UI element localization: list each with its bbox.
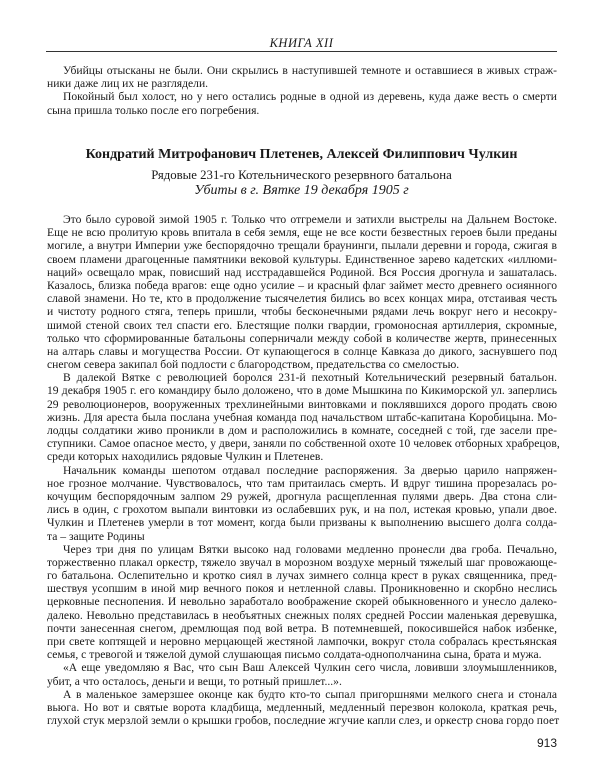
- text-line: славой знамени. Но те, кто в продолжение тысячелетия бились во всех концах мира, отстаивая честь: [47, 292, 557, 306]
- text-line: семья, с тревогой и тяжелой думой слушающая письмо солдата-однополчанина сына, брата и мужа.: [47, 648, 542, 662]
- paragraph: [47, 371, 560, 464]
- text-line: могиле, а внутри Империи уже беспорядочно трещали браунинги, пылали деревни и города, сжигая в: [47, 239, 557, 253]
- text-line: Покойный был холост, но у него остались родные в одной из деревень, куда даже весть о смерти: [63, 90, 557, 104]
- paragraph: [47, 464, 557, 543]
- text-line: глухой стук мерзлой земли о крышки гробов, последние жгучие капли слез, и оркестр снова гордо поет: [47, 714, 560, 728]
- header-rule: [46, 51, 557, 52]
- text-line: ное грозное молчание. Чувствовалось, что там притаилась смерть. И вдруг тишина прорезалась ро-: [47, 476, 557, 490]
- text-line: «А еще уведомляю я Вас, что сын Ваш Алексей Чулкин сего числа, ловивши злоумышленников,: [63, 661, 557, 675]
- intro-text: [47, 64, 557, 117]
- text-line: жизнь. Для ареста была послана учебная команда под начальством штабс-капитана Коробицына. Мо-: [47, 410, 557, 424]
- article-title-names: Кондратий Митрофанович Плетенев, Алексей Филиппович Чулкин: [85, 147, 518, 162]
- text-line: Это было суровой зимой 1905 г. Только что отгремели и затихли выстрелы на Дальнем Востоке.: [63, 213, 557, 226]
- text-line: го батальона. Ослепительно и кротко сиял в лучах зимнего солнца крест в руках священника, пред-: [47, 569, 557, 583]
- text-line: ники даже лиц их не разглядели.: [47, 77, 209, 91]
- text-line: на алтарь славы и могущества России. От купающегося в солнце Кавказа до дикого, заснувшего под: [47, 344, 557, 358]
- text-line: кочущим беспорядочным залпом 29 ружей, дрогнула расщепленная пулями дверь. Два стона сли-: [47, 489, 557, 503]
- text-line: только что сформированные батальоны соперничали между собой в количестве жертв, принесенных: [47, 331, 557, 345]
- article-body: [47, 213, 560, 728]
- text-line: шествуя усопшим в иной мир вечного покоя и нетленной славы. Проникновенно и скорбно неслись: [47, 582, 557, 596]
- text-line: лись в один, с грохотом выпали винтовки из ослабевших рук, и на пол, истекая кровью, упали двое.: [47, 503, 557, 517]
- text-line: церковные песнопения. И невольно заработало воображение скорей обыкновенного и унесло далеко-: [47, 595, 557, 609]
- text-line: Через три дня по улицам Вятки высоко над головами медленно пронесли два гроба. Печально,: [63, 542, 557, 556]
- text-line: Убийцы отысканы не были. Они скрылись в наступившей темноте и оставшиеся в живых страж-: [63, 64, 557, 77]
- text-line: А в маленькое замерзшее оконце как будто кто-то сыпал пригоршнями мелкого снега и стонала: [63, 687, 557, 701]
- text-line: та – защите Родины: [47, 529, 145, 543]
- text-line: Чулкин и Плетенев умерли в тот момент, когда были призваны к выполнению высшего долга солда-: [47, 516, 557, 530]
- text-line: Еще не всю пролитую кровь впитала в себя земля, еще не все кости безвестных героев были преданы: [47, 226, 557, 240]
- text-line: убит, а что осталось, деньги и вещи, то ротный пришлет...».: [47, 674, 342, 688]
- text-line: Казалось, близка победа врагов: еще одно усилие – и красный флаг займет место древнего осиянного: [47, 278, 557, 292]
- text-line: лодцы солдатики живо проникли в дом и расположились в комнате, соседней с той, где засели пре-: [47, 424, 557, 437]
- text-line: шимой стеной своих тел спасти его. Блестящие полки гвардии, громоносная артиллерия, скромные,: [47, 318, 557, 332]
- text-line: вьюга. Но вот и святые ворота кладбища, медленный, медленный перезвон колокола, краткая речь,: [47, 700, 557, 714]
- text-line: сына пришла только после его погребения.: [47, 103, 260, 117]
- text-line: далеко. Невольно представилась в необъятных снежных полях средней России маленькая деревушка,: [47, 608, 557, 622]
- text-line: Начальник команды шепотом отдавал последние распоряжения. За дверью царило напряжен-: [63, 463, 557, 477]
- paragraph: [47, 543, 557, 662]
- paragraph: [47, 64, 557, 90]
- running-title: КНИГА XII: [269, 36, 334, 50]
- text-line: и чистоту родного стяга, теперь пришли, чтобы бесконечными рядами лечь вокруг него и несокру-: [47, 305, 557, 319]
- text-line: среди которых находились рядовые Чулкин и Плетенев.: [47, 450, 324, 464]
- text-line: почти занесенная снегом, дремлющая под вой ветра. В потемневшей, покосившейся набок избенке,: [47, 621, 557, 635]
- paragraph: [47, 661, 557, 687]
- paragraph: [47, 213, 557, 371]
- text-line: ступники. Самое опасное место, у двери, заняли по собственной охоте 10 человек отборных храбрецов,: [47, 437, 560, 451]
- text-line: при свете коптящей и неровно мерцающей жестяной лампочки, вокруг стола собралась крестьянская: [47, 635, 557, 648]
- text-line: 29 революционеров, вооруженных трехлинейными винтовками и поклявшихся дорого продать свою: [47, 397, 557, 411]
- text-line: наций» освещало мрак, повисший над исстрадавшейся Родиной. Вся Россия дрогнула и зашаталась.: [47, 265, 557, 279]
- paragraph: [47, 687, 560, 728]
- article-subtitle: Рядовые 231-го Котельнического резервного батальона: [151, 168, 452, 182]
- paragraph: [47, 90, 557, 116]
- page-number: 913: [536, 736, 557, 750]
- article-date: Убиты в г. Вятке 19 декабря 1905 г: [194, 183, 409, 198]
- text-line: своем пламени драгоценные памятники вековой культуры. Единственное зарево кадетских «иллюми-: [47, 252, 557, 266]
- text-line: торжественно плакал оркестр, тяжело звучал в морозном воздухе мерный тяжелый шаг провожающе-: [47, 555, 557, 569]
- text-line: снегом севера закипал бой подлости с благородством, предательства со смелостью.: [47, 358, 460, 372]
- text-line: 19 декабря 1905 г. его командиру было доложено, что в доме Мышкина по Кикиморской ул. заперлись: [47, 384, 557, 398]
- text-line: В далекой Вятке с революцией боролся 231-й пехотный Котельнический резервный батальон.: [63, 371, 557, 385]
